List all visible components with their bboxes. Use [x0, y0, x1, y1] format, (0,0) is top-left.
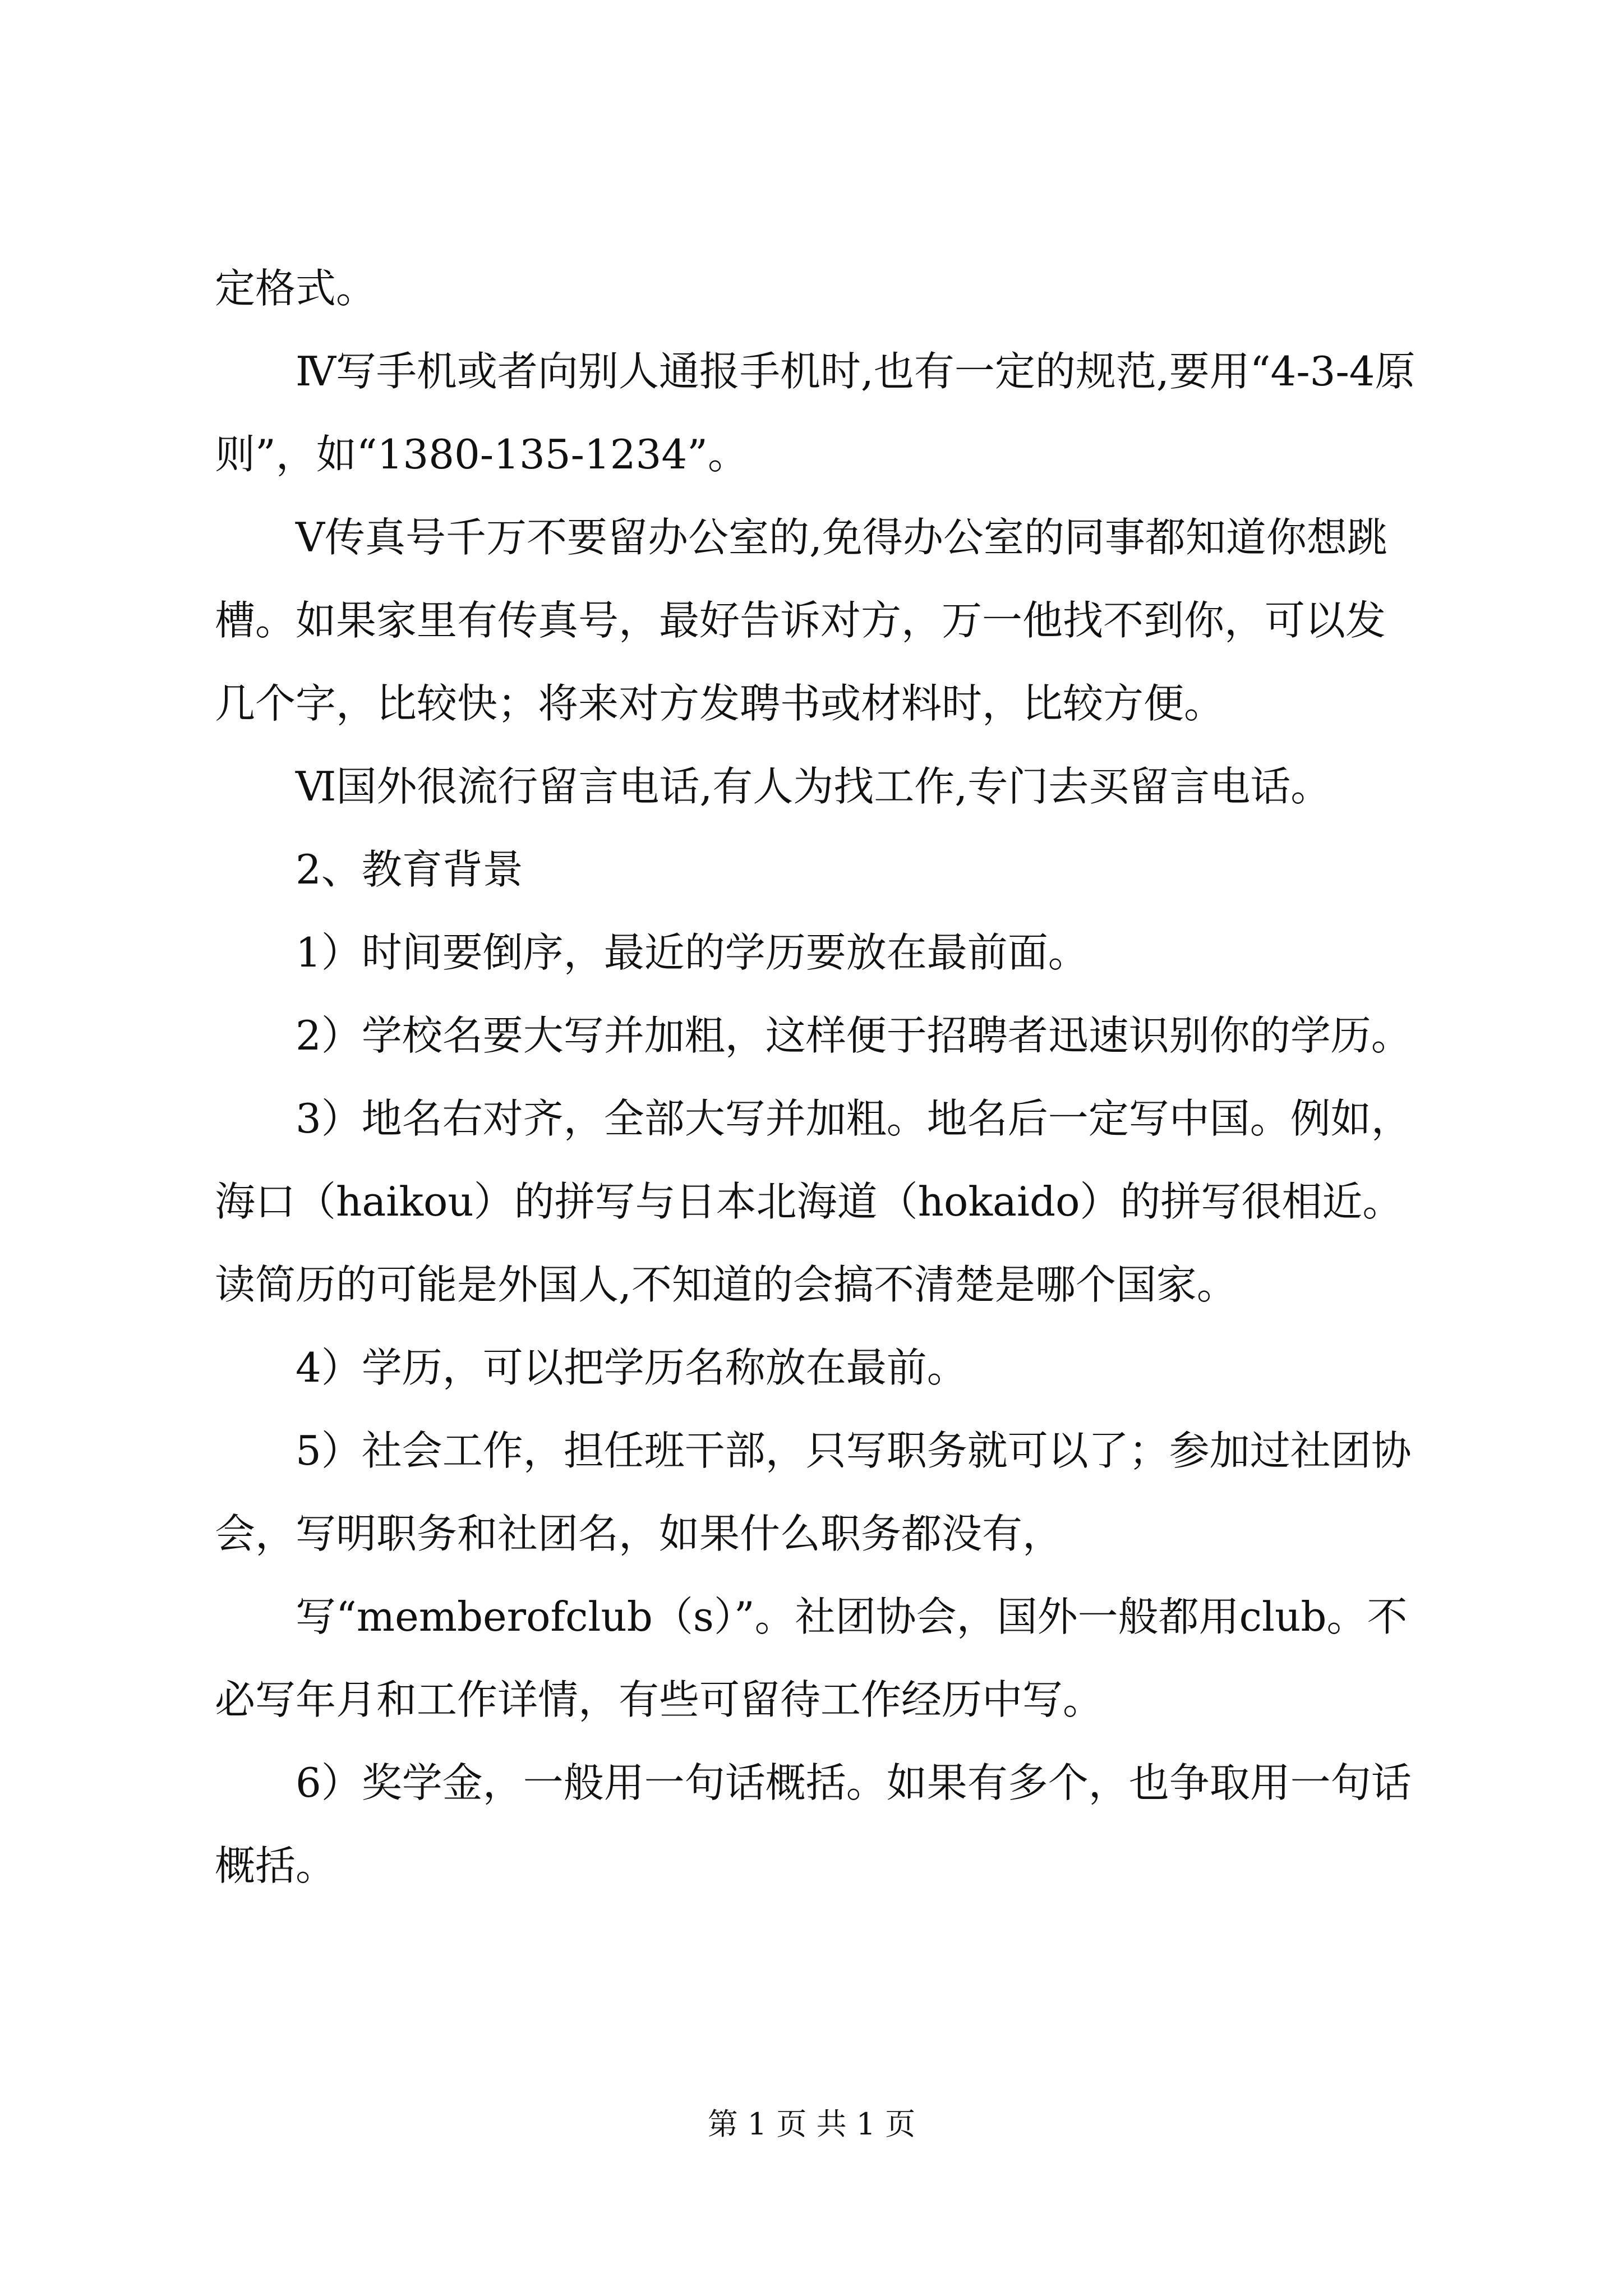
page-footer: 第 1 页 共 1 页: [707, 2106, 916, 2142]
paragraph-7: 2）学校名要大写并加粗，这样便于招聘者迅速识别你的学历。: [296, 1012, 1412, 1059]
paragraph-6: 1）时间要倒序，最近的学历要放在最前面。: [296, 929, 1089, 976]
paragraph-11: 写“memberofclub（s）”。社团协会，国外一般都用club。不必写年月和工作详情，有些可留待工作经历中写。: [215, 1593, 1408, 1723]
section-heading-education: 2、教育背景: [296, 846, 523, 893]
paragraph-4: Ⅵ国外很流行留言电话,有人为找工作,专门去买留言电话。: [296, 763, 1331, 810]
paragraph-9: 4）学历，可以把学历名称放在最前。: [296, 1344, 967, 1391]
paragraph-2: Ⅳ写手机或者向别人通报手机时,也有一定的规范,要用“4-3-4原则”，如“1380-135-1234”。: [215, 348, 1415, 478]
paragraph-3: Ⅴ传真号千万不要留办公室的,免得办公室的同事都知道你想跳槽。如果家里有传真号，最好告诉对方，万一他找不到你，可以发几个字，比较快；将来对方发聘书或材料时，比较方便。: [215, 514, 1387, 727]
paragraph-8: 3）地名右对齐，全部大写并加粗。地名后一定写中国。例如，海口（haikou）的拼写与日本北海道（hokaido）的拼写很相近。读简历的可能是外国人,不知道的会搞不清楚是哪个国家。: [215, 1095, 1412, 1308]
paragraph-12: 6）奖学金，一般用一句话概括。如果有多个，也争取用一句话概括。: [215, 1759, 1412, 1889]
document-body: [215, 247, 1421, 1907]
paragraph-1: 定格式。: [215, 265, 377, 312]
paragraph-10: 5）社会工作，担任班干部，只写职务就可以了；参加过社团协会，写明职务和社团名，如果什么职务都没有，: [215, 1427, 1412, 1557]
